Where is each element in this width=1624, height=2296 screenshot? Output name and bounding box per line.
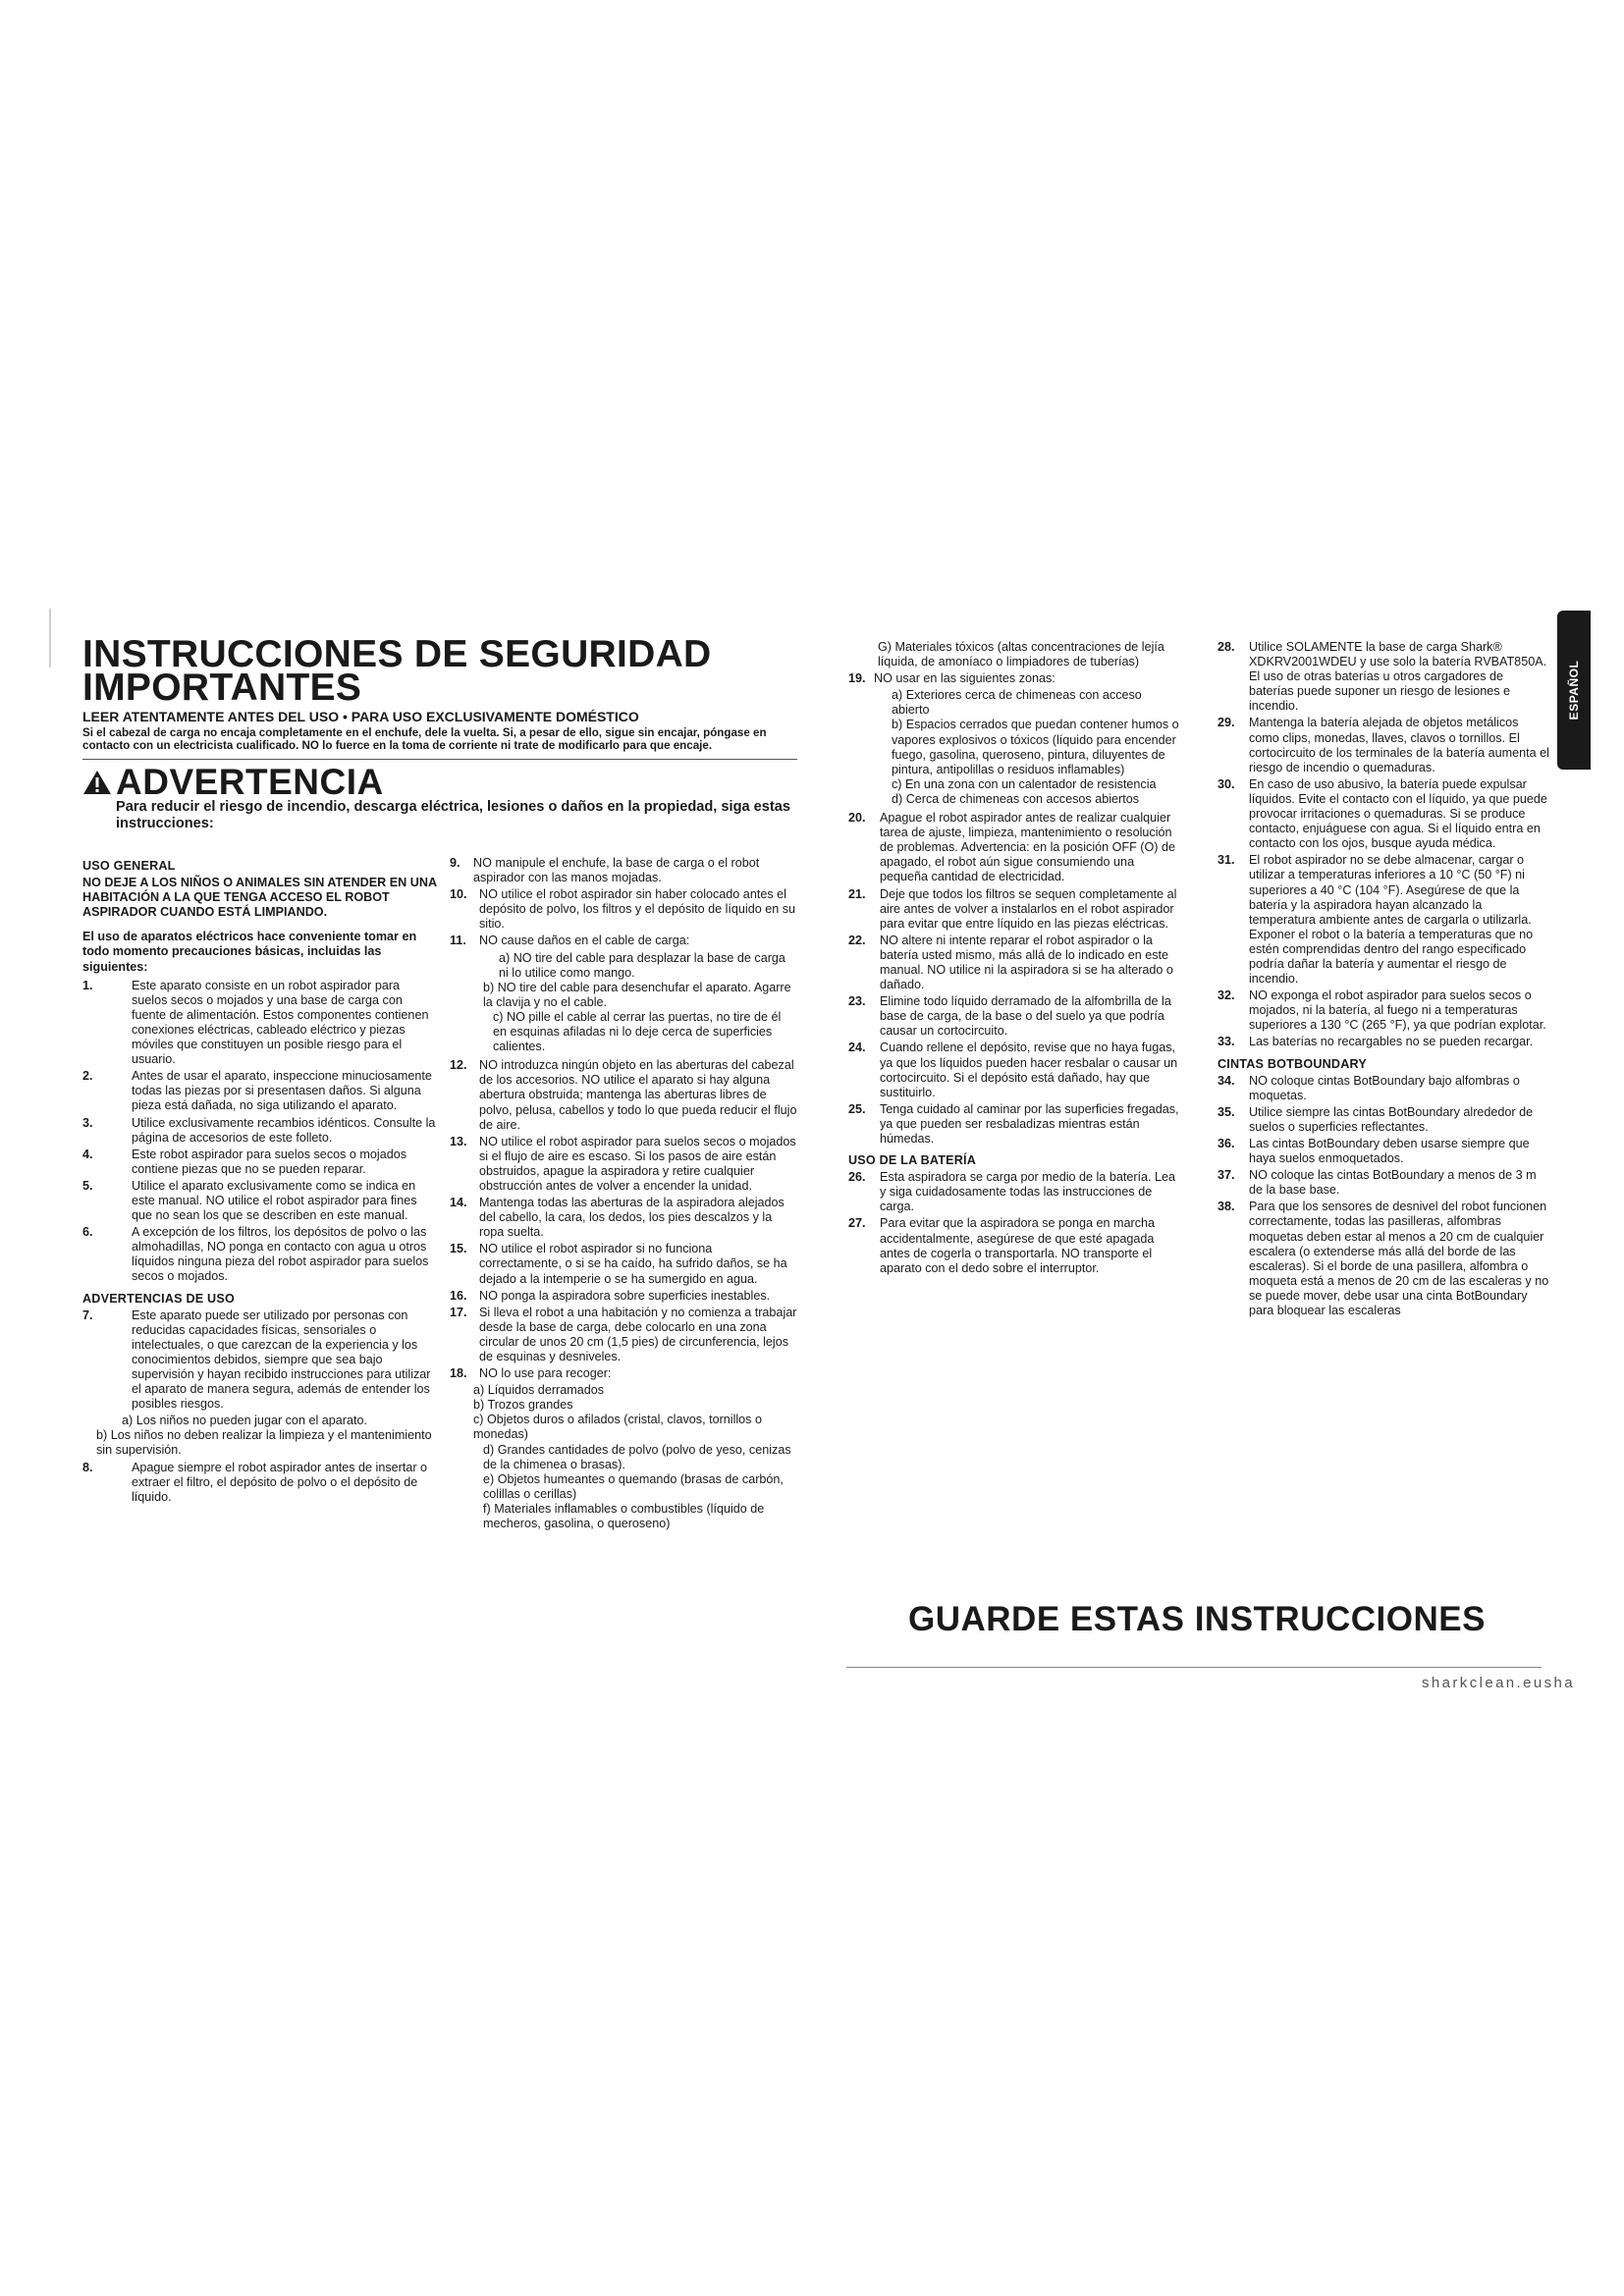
list-item: 23. Elimine todo líquido derramado de la alfombrilla de la base de carga, de la base o del suelo ya que podría causar un cortocircuito. — [848, 994, 1171, 1039]
list-12-18 — [450, 1058, 797, 1381]
list-item: 30. En caso de uso abusivo, la batería puede expulsar líquidos. Evite el contacto con el líquido, ya que puede provocar irritaciones o quemaduras. Si se produce contacto, enjuáguese con agua. Si el líquido entra en contacto con los ojos, busque ayuda médica. — [1218, 776, 1547, 851]
column-3 — [848, 640, 1180, 1278]
sub-list — [460, 1383, 797, 1531]
list-item: 32. NO exponga el robot aspirador para suelos secos o mojados, ni la batería, al fuego ni a temperaturas superiores a 130 °C (265 °F), ya que podrían explotar. — [1218, 988, 1546, 1033]
sub-item: b) Espacios cerrados que puedan contener humos o vapores explosivos o tóxicos (líquido para encender fuego, gasolina, queroseno, pintura, diluyentes de pintura, antipolillas o residuos inflamables) — [892, 718, 1179, 776]
warning-title: ADVERTENCIA — [116, 761, 384, 802]
sub-item: e) Objetos humeantes o quemando (brasas de carbón, colillas o cerillas) — [483, 1471, 784, 1501]
left-header — [82, 633, 797, 832]
subtitle: LEER ATENTAMENTE ANTES DEL USO • PARA USO EXCLUSIVAMENTE DOMÉSTICO — [82, 709, 639, 724]
list-item: 2. Antes de usar el aparato, inspeccione minuciosamente todas las piezas por si presentasen daños. Si alguna pieza está dañada, no siga utilizando el aparato. — [82, 1069, 432, 1113]
page-title — [82, 633, 797, 709]
list-item: 15. NO utilice el robot aspirador si no funciona correctamente, o si se ha caído, ha sufrido daños, se ha dejado a la intemperie o se ha sumergido en agua. — [450, 1242, 787, 1286]
footer-divider — [846, 1667, 1542, 1668]
divider — [82, 759, 797, 760]
section-warnings: ADVERTENCIAS DE USO — [82, 1291, 235, 1306]
list-item: 25. Tenga cuidado al caminar por las superficies fregadas, ya que pueden ser resbaladizas mientras están húmedas. — [848, 1101, 1179, 1146]
list-item: 21. Deje que todos los filtros se sequen completamente al aire antes de volver a instalarlos en el robot aspirador para evitar que entre líquido en las piezas eléctricas. — [848, 886, 1177, 931]
language-tab-label: ESPAÑOL — [1567, 660, 1581, 721]
list-item: 37. NO coloque las cintas BotBoundary a menos de 3 m de la base base. — [1218, 1168, 1537, 1198]
list-item: 14. Mantenga todas las aberturas de la aspiradora alejados del cabello, la cara, los dedos, los pies descalzos y la ropa suelta. — [450, 1196, 785, 1240]
column-1 — [82, 852, 438, 1507]
list-item: 5. Utilice el aparato exclusivamente como se indica en este manual. NO utilice el robot aspirador para fines que no sean los que se describen en este manual. — [82, 1178, 417, 1223]
list-20-25 — [848, 811, 1180, 1147]
list-item: 10. NO utilice el robot aspirador sin haber colocado antes el depósito de polvo, los filtros y el depósito de líquido en su sitio. — [450, 887, 796, 932]
list-item: 9. NO manipule el enchufe, la base de carga o el robot aspirador con las manos mojadas. — [450, 856, 760, 885]
section-battery: USO DE LA BATERÍA — [848, 1153, 977, 1168]
list-item: 11. NO cause daños en el cable de carga: — [450, 934, 690, 948]
list-item: 38. Para que los sensores de desnivel del robot funcionen correctamente, todas las pasilleras, alfombras moquetas deben estar al menos a 20 cm de cualquier escalera (o extenderse más allá del borde de las escaleras). Si el borde de una pasillera, alfombra o moqueta está a menos de 20 cm de las escaleras y no se puede mover, debe usar una cinta BotBoundary para bloquear las escaleras — [1218, 1200, 1549, 1318]
list-item: 35. Utilice siempre las cintas BotBoundary alrededor de suelos o superficies reflectantes. — [1218, 1104, 1534, 1134]
list-item: 4. Este robot aspirador para suelos secos o mojados contiene piezas que no se pueden reparar. — [82, 1147, 407, 1176]
sub-item: b) NO tire del cable para desenchufar el aparato. Agarre la clavija y no el cable. — [483, 980, 791, 1009]
list-item: 6. A excepción de los filtros, los depósitos de polvo o las almohadillas, NO ponga en contacto con agua u otros líquidos ninguna pieza del robot aspirador para suelos secos o mojados. — [82, 1225, 429, 1284]
sub-item: c) Objetos duros o afilados (cristal, clavos, tornillos o monedas) — [473, 1413, 762, 1442]
list-item: 19. NO usar en las siguientes zonas: — [848, 671, 1056, 686]
list-item: 17. Si lleva el robot a una habitación y no comienza a trabajar desde la base de carga, debe colocarlo en una zona circular de unos 20 cm (1,5 pies) de circunferencia, lejos de esquinas y desniveles. — [450, 1305, 797, 1363]
sub-item: d) Grandes cantidades de polvo (polvo de yeso, cenizas de la chimenea o brasas). — [483, 1442, 791, 1471]
list-item: 28. Utilice SOLAMENTE la base de carga Shark® XDKRV2001WDEU y use solo la batería RVBAT850A. El uso de otras baterías u otros cargadores de baterías puede suponer un riesgo de lesiones e incendio. — [1218, 640, 1547, 714]
title-line-2: IMPORTANTES — [82, 667, 362, 709]
sub-item: b) Los niños no deben realizar la limpieza y el mantenimiento sin supervisión. — [96, 1428, 432, 1458]
sub-item: f) Materiales inflamables o combustibles (líquido de mecheros, gasolina, o queroseno) — [483, 1501, 765, 1531]
page-edge-rule — [49, 609, 51, 667]
list-item: 33. Las baterías no recargables no se pueden recargar. — [1218, 1035, 1534, 1049]
list-item: 13. NO utilice el robot aspirador para suelos secos o mojados si el flujo de aire es escaso. Si los pasos de aire están obstruidos, apague la aspiradora y retire cualquier obstrucción antes de volver a encender la unidad. — [450, 1134, 796, 1193]
title-line-1: INSTRUCCIONES DE SEGURIDAD — [82, 633, 712, 675]
sub-item: G) Materiales tóxicos (altas concentraciones de lejía líquida, de amoníaco o limpiadores de tuberías) — [878, 640, 1164, 669]
footer-title: GUARDE ESTAS INSTRUCCIONES — [908, 1600, 1486, 1638]
sub-item: c) NO pille el cable al cerrar las puertas, no tire de él en esquinas afiladas ni lo deje cerca de superficies calientes. — [493, 1009, 782, 1054]
column-4 — [1218, 640, 1549, 1320]
warning-icon — [82, 770, 112, 795]
list-item: 24. Cuando rellene el depósito, revise que no haya fugas, ya que los líquidos pueden hacer resbalar o causar un cortocircuito. Si el depósito está dañado, hay que sustituirlo. — [848, 1041, 1178, 1099]
precautions-intro: El uso de aparatos eléctricos hace conveniente tomar en todo momento precauciones básicas, incluidas las siguientes: — [82, 930, 417, 974]
sub-item: a) Los niños no pueden jugar con el aparato. — [122, 1414, 367, 1428]
sub-item: a) NO tire del cable para desplazar la base de carga ni lo utilice como mango. — [499, 950, 785, 980]
sub-list — [469, 951, 797, 1055]
list-item: 12. NO introduzca ningún objeto en las aberturas del cabezal de los accesorios. NO utilice el aparato si hay alguna abertura obstruida; mantenga las aberturas libres de polvo, pelusa, cabellos y todo lo que pueda reducir el flujo de aire. — [450, 1058, 797, 1132]
sub-item: a) Líquidos derramados — [473, 1383, 605, 1398]
warning-heading — [82, 761, 797, 802]
column-2 — [450, 856, 797, 1531]
sub-item: c) En una zona con un calentador de resistencia — [892, 776, 1157, 791]
list-item: 31. El robot aspirador no se debe almacenar, cargar o utilizar a temperaturas inferiores a 10 °C (50 °F) ni superiores a 40 °C (104 °F). Asegúrese de que la batería y la aspiradora hayan alcanzado la temperatura ambiente antes de cargarla o utilizarla. Exponer el robot o la batería a temperaturas que no estén comprendidas dentro del rango especificado podría dañar la batería y aumentar el riesgo de incendio. — [1218, 853, 1534, 987]
list-item: 20. Apague el robot aspirador antes de realizar cualquier tarea de ajuste, limpieza, mantenimiento o resolución de problemas. Advertencia: en la posición OFF (O) de apagado, el robot aún sigue consumiendo una pequeña cantidad de electricidad. — [848, 811, 1175, 884]
sub-item: b) Trozos grandes — [473, 1398, 573, 1413]
list-item: 26. Esta aspiradora se carga por medio de la batería. Lea y siga cuidadosamente todas las instrucciones de carga. — [848, 1170, 1176, 1214]
section-general: USO GENERAL — [82, 859, 176, 873]
footer-url: sharkclean.eusha — [1422, 1675, 1575, 1691]
warning-subtitle: Para reducir el riesgo de incendio, descarga eléctrica, lesiones o daños en la propiedad, siga estas instrucciones: — [116, 798, 790, 831]
section-botboundary: CINTAS BOTBOUNDARY — [1218, 1056, 1367, 1071]
list-item: 22. NO altere ni intente reparar el robot aspirador o la batería usted mismo, más allá de lo indicado en este manual. NO utilice ni la aspiradora si se ha alterado o dañado. — [848, 933, 1173, 992]
language-tab — [1557, 611, 1591, 770]
list-item: 36. Las cintas BotBoundary deben usarse siempre que haya suelos enmoquetados. — [1218, 1137, 1530, 1166]
list-1-6 — [82, 979, 438, 1285]
plug-note: Si el cabezal de carga no encaja completamente en el enchufe, dele la vuelta. Si, a pesar de ello, sigue sin encajar, póngase en contacto con un electricista cualificado. NO lo fuerce en la toma de corriente ni trate de modificarlo para que encaje. — [82, 726, 767, 753]
list-item: 16. NO ponga la aspiradora sobre superficies inestables. — [450, 1288, 771, 1303]
sub-item: a) Exteriores cerca de chimeneas con acceso abierto — [892, 688, 1142, 718]
list-item: 8. Apague siempre el robot aspirador antes de insertar o extraer el filtro, el depósito de polvo o el depósito de líquido. — [82, 1460, 428, 1504]
list-item: 1. Este aparato consiste en un robot aspirador para suelos secos o mojados y una base de carga con fuente de alimentación. Estos componentes contienen conexiones eléctricas, cableado eléctrico y piezas móviles que constituyen un posible riesgo para el usuario. — [82, 978, 429, 1067]
list-item: 29. Mantenga la batería alejada de objetos metálicos como clips, monedas, llaves, clavos o tornillos. El cortocircuito de los terminales de la batería aumenta el riesgo de incendio o quemaduras. — [1218, 716, 1549, 774]
list-item: 27. Para evitar que la aspiradora se ponga en marcha accidentalmente, asegúrese de que esté apagada antes de cogerla o transportarla. NO transporte el aparato con el dedo sobre el interruptor. — [848, 1216, 1156, 1275]
children-warning: NO DEJE A LOS NIÑOS O ANIMALES SIN ATENDER EN UNA HABITACIÓN A LA QUE TENGA ACCESO EL ROBOT ASPIRADOR CUANDO ESTÁ LIMPIANDO. — [82, 876, 437, 920]
list-item: 3. Utilice exclusivamente recambios idénticos. Consulte la página de accesorios de este folleto. — [82, 1115, 436, 1145]
list-item: 18. NO lo use para recoger: — [450, 1366, 612, 1381]
sub-item: d) Cerca de chimeneas con accesos abiertos — [892, 791, 1140, 806]
list-item: 7. Este aparato puede ser utilizado por personas con reducidas capacidades físicas, sensoriales o intelectuales, o que carezcan de la experiencia y los conocimientos debidos, siempre que sea bajo supervisión y hayan recibido instrucciones para utilizar el aparato de manera segura, además de entender los posibles riesgos. — [82, 1308, 431, 1412]
list-item: 34. NO coloque cintas BotBoundary bajo alfombras o moquetas. — [1218, 1073, 1520, 1102]
sub-list — [878, 688, 1180, 807]
